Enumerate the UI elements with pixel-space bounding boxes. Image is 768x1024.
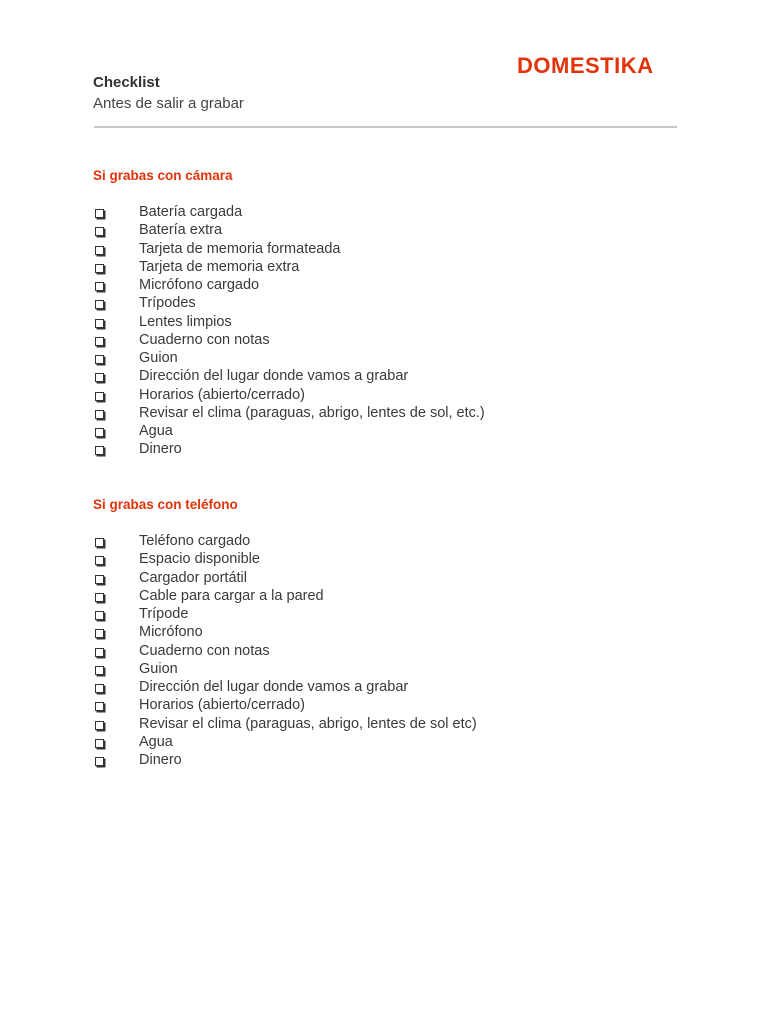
checkbox-icon	[95, 593, 104, 602]
checklist-item-label: Trípodes	[139, 295, 196, 312]
checklist-item	[93, 733, 653, 751]
checklist-item	[93, 532, 653, 550]
checklist-item	[93, 623, 653, 641]
checklist-item-label: Micrófono cargado	[139, 277, 260, 293]
checkbox-icon	[95, 702, 104, 711]
checklist-item	[93, 404, 653, 422]
checklist-item-label: Tarjeta de memoria formateada	[139, 240, 341, 257]
section-title-phone: Si grabas con teléfono	[93, 497, 238, 512]
checklist-item	[93, 587, 653, 605]
checklist-item	[93, 386, 653, 404]
checklist-item-label: Agua	[139, 423, 173, 439]
checkbox-icon	[95, 575, 104, 584]
checklist-item	[93, 221, 653, 239]
checklist-camera	[93, 203, 653, 459]
checkbox-icon	[95, 209, 104, 218]
checklist-item	[93, 440, 653, 458]
checkbox-icon	[95, 355, 104, 364]
checklist-item	[93, 313, 653, 331]
checklist-item-label: Revisar el clima (paraguas, abrigo, lentes de sol etc)	[139, 715, 477, 732]
checklist-phone	[93, 532, 653, 769]
checklist-item-label: Horarios (abierto/cerrado)	[139, 386, 306, 403]
document-header	[93, 74, 677, 115]
checklist-item	[93, 203, 653, 221]
checklist-item-label: Trípode	[139, 606, 189, 622]
checkbox-icon	[95, 556, 104, 565]
checkbox-icon	[95, 428, 104, 437]
checklist-item	[93, 276, 653, 294]
checklist-item	[93, 367, 653, 385]
checklist-item-label: Micrófono	[139, 624, 203, 641]
checkbox-icon	[95, 611, 104, 620]
checklist-item-label: Guion	[139, 350, 178, 366]
checklist-item	[93, 678, 653, 696]
domestika-logo: DOMESTIKA	[517, 53, 654, 78]
checkbox-icon	[95, 666, 104, 675]
checklist-item	[93, 696, 653, 714]
checklist-item	[93, 258, 653, 276]
checkbox-icon	[95, 264, 104, 273]
checklist-item-label: Lentes limpios	[139, 313, 232, 330]
checkbox-icon	[95, 337, 104, 346]
checkbox-icon	[95, 684, 104, 693]
checklist-item	[93, 422, 653, 440]
checkbox-icon	[95, 721, 104, 730]
checkbox-icon	[95, 227, 104, 236]
checklist-item-label: Batería cargada	[139, 204, 243, 220]
checkbox-icon	[95, 538, 104, 547]
section-phone	[93, 496, 653, 769]
checklist-item-label: Cuaderno con notas	[139, 331, 270, 348]
checkbox-icon	[95, 392, 104, 401]
checklist-item	[93, 751, 653, 769]
checklist-item-label: Horarios (abierto/cerrado)	[139, 697, 306, 714]
section-title-camera: Si grabas con cámara	[93, 168, 233, 183]
checklist-item	[93, 569, 653, 587]
checkbox-icon	[95, 757, 104, 766]
checkbox-icon	[95, 282, 104, 291]
section-camera	[93, 167, 653, 459]
checklist-item	[93, 660, 653, 678]
checklist-item	[93, 331, 653, 349]
checklist-item	[93, 642, 653, 660]
checklist-item-label: Cable para cargar a la pared	[139, 587, 324, 604]
checklist-item-label: Dirección del lugar donde vamos a grabar	[139, 368, 409, 385]
checkbox-icon	[95, 373, 104, 382]
checklist-item	[93, 349, 653, 367]
checklist-item	[93, 294, 653, 312]
checklist-item-label: Teléfono cargado	[139, 533, 251, 549]
header-divider	[94, 126, 677, 128]
page-subtitle: Antes de salir a grabar	[93, 95, 244, 112]
checklist-item	[93, 240, 653, 258]
checklist-item-label: Dinero	[139, 441, 182, 458]
checkbox-icon	[95, 410, 104, 419]
checklist-item-label: Tarjeta de memoria extra	[139, 258, 300, 275]
checklist-item-label: Batería extra	[139, 222, 223, 239]
checklist-item-label: Dinero	[139, 752, 182, 768]
checkbox-icon	[95, 319, 104, 328]
checklist-item-label: Agua	[139, 733, 173, 750]
checklist-item-label: Dirección del lugar donde vamos a grabar	[139, 679, 409, 695]
checklist-item	[93, 550, 653, 568]
checkbox-icon	[95, 446, 104, 455]
checklist-item-label: Guion	[139, 660, 178, 677]
checklist-item-label: Cargador portátil	[139, 569, 247, 586]
checkbox-icon	[95, 629, 104, 638]
checklist-item	[93, 605, 653, 623]
checklist-item-label: Cuaderno con notas	[139, 642, 270, 659]
checkbox-icon	[95, 300, 104, 309]
checkbox-icon	[95, 739, 104, 748]
checklist-item	[93, 715, 653, 733]
checklist-item-label: Revisar el clima (paraguas, abrigo, lentes de sol, etc.)	[139, 404, 485, 421]
page-title: Checklist	[93, 74, 160, 91]
checkbox-icon	[95, 246, 104, 255]
checkbox-icon	[95, 648, 104, 657]
checklist-item-label: Espacio disponible	[139, 551, 260, 568]
